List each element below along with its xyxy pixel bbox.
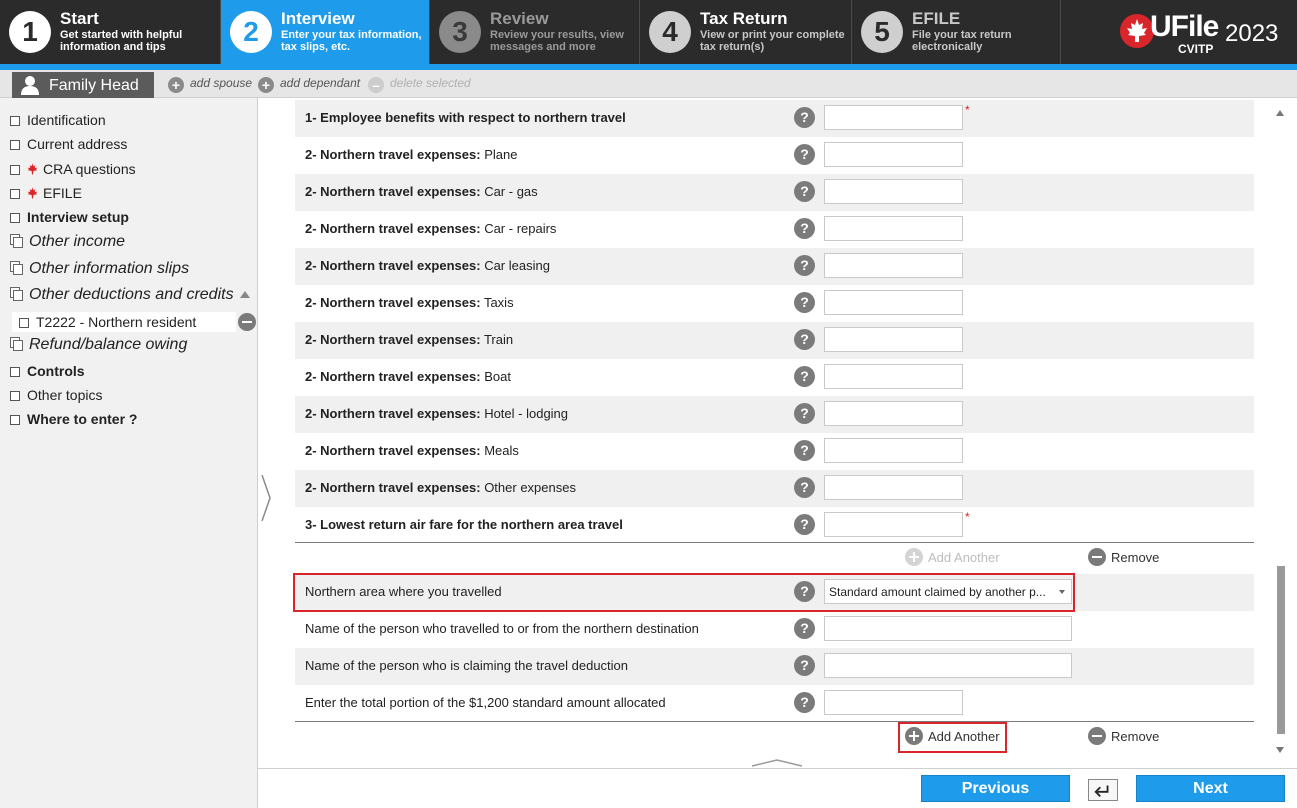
help-icon[interactable]: ? <box>794 514 815 535</box>
scroll-up-arrow-icon[interactable] <box>1276 110 1284 116</box>
field-label: 2- Northern travel expenses: Other expenses <box>305 480 576 495</box>
logo-brand: UFile <box>1150 10 1219 43</box>
sidebar-item-label: Current address <box>27 136 128 152</box>
form-row <box>295 470 1254 507</box>
help-icon[interactable]: ? <box>794 107 815 128</box>
sidebar-item-label: Where to enter ? <box>27 411 138 427</box>
form-row <box>295 611 1254 648</box>
family-bar <box>0 70 1297 98</box>
add-another-label: Add Another <box>928 729 1000 744</box>
previous-button[interactable]: Previous <box>921 775 1070 802</box>
help-icon[interactable]: ? <box>794 440 815 461</box>
sidebar-item-label: EFILE <box>43 185 82 201</box>
add-dependant-button[interactable] <box>258 76 360 93</box>
delete-selected-label: delete selected <box>390 76 471 90</box>
field-label: 2- Northern travel expenses: Taxis <box>305 295 514 310</box>
step-title: Tax Return <box>700 9 788 28</box>
ufile-logo <box>1120 8 1290 58</box>
remove-button[interactable] <box>1088 548 1159 566</box>
required-marker: * <box>965 510 970 524</box>
sidebar-item-label: Controls <box>27 363 85 379</box>
scroll-down-arrow-icon[interactable] <box>1276 747 1284 753</box>
remove-button[interactable] <box>1088 727 1159 745</box>
sidebar-item-t2222[interactable] <box>12 312 236 332</box>
add-dependant-label: add dependant <box>280 76 361 90</box>
form-row <box>295 137 1254 174</box>
section-divider <box>295 542 1254 543</box>
sidebar-item-where-to-enter[interactable] <box>10 411 137 433</box>
claimant-name-input[interactable] <box>824 653 1072 678</box>
field-label: 2- Northern travel expenses: Train <box>305 332 514 347</box>
maple-leaf-icon <box>27 163 38 175</box>
remove-label: Remove <box>1111 729 1160 744</box>
sidebar-section-other-deductions[interactable] <box>10 286 234 308</box>
amount-input[interactable] <box>824 105 963 130</box>
highlight-box <box>898 722 1007 753</box>
help-icon[interactable]: ? <box>794 403 815 424</box>
amount-input[interactable] <box>824 290 963 315</box>
sidebar-item-label: Identification <box>27 112 106 128</box>
sidebar-item-label: Interview setup <box>27 209 129 225</box>
help-icon[interactable]: ? <box>794 655 815 676</box>
pages-icon <box>10 337 24 351</box>
checkbox-icon <box>10 189 20 199</box>
sidebar-item-controls[interactable] <box>10 363 85 385</box>
form-row <box>295 359 1254 396</box>
checkbox-icon <box>10 391 20 401</box>
return-arrow-icon <box>1089 780 1117 800</box>
minus-circle-icon: – <box>368 77 384 93</box>
checkbox-icon <box>19 318 29 328</box>
field-label: 2- Northern travel expenses: Plane <box>305 147 518 162</box>
pages-icon <box>10 287 24 301</box>
next-button[interactable]: Next <box>1136 775 1285 802</box>
form-row <box>295 507 1254 544</box>
help-icon[interactable]: ? <box>794 329 815 350</box>
step-title: Review <box>490 9 549 28</box>
step-number: 2 <box>230 11 272 53</box>
sidebar-item-cra-questions[interactable] <box>10 161 136 183</box>
bottom-navigation-bar <box>258 768 1297 808</box>
step-efile[interactable] <box>852 0 1061 64</box>
field-label: 2- Northern travel expenses: Car - gas <box>305 184 538 199</box>
field-label: 2- Northern travel expenses: Hotel - lodging <box>305 406 569 421</box>
sidebar-item-current-address[interactable] <box>10 136 127 158</box>
required-marker: * <box>965 103 970 117</box>
portion-amount-input[interactable] <box>824 690 963 715</box>
pages-icon <box>10 234 24 248</box>
highlight-box <box>293 573 1075 612</box>
checkbox-icon <box>10 367 20 377</box>
add-spouse-label: add spouse <box>190 76 253 90</box>
add-another-label: Add Another <box>928 550 1000 565</box>
amount-input[interactable] <box>824 512 963 537</box>
remove-section-icon[interactable] <box>238 313 256 331</box>
step-tax-return[interactable] <box>640 0 852 64</box>
amount-input[interactable] <box>824 179 963 204</box>
form-row <box>295 248 1254 285</box>
traveller-name-input[interactable] <box>824 616 1072 641</box>
form-row <box>295 285 1254 322</box>
step-title: EFILE <box>912 9 961 28</box>
help-icon[interactable]: ? <box>794 255 815 276</box>
help-icon[interactable]: ? <box>794 477 815 498</box>
checkbox-icon <box>10 140 20 150</box>
form-row <box>295 211 1254 248</box>
step-number: 1 <box>9 11 51 53</box>
add-spouse-button[interactable] <box>168 76 252 93</box>
sidebar-item-label: Other income <box>29 233 126 250</box>
form-row <box>295 174 1254 211</box>
amount-input[interactable] <box>824 216 963 241</box>
plus-circle-icon: + <box>258 77 274 93</box>
checkbox-icon <box>10 213 20 223</box>
step-description: View or print your complete tax return(s) <box>700 29 845 53</box>
family-head-label: Family Head <box>49 77 139 94</box>
step-navigation-bar <box>0 0 1297 64</box>
sidebar-section-refund[interactable] <box>10 336 187 358</box>
step-interview[interactable] <box>221 0 430 64</box>
select-value: Standard amount claimed by another p... <box>829 585 1046 599</box>
form-row <box>295 685 1254 722</box>
interview-sidebar <box>0 98 258 808</box>
help-icon[interactable]: ? <box>794 692 815 713</box>
sidebar-item-interview-setup[interactable] <box>10 209 129 231</box>
field-label: Name of the person who is claiming the travel deduction <box>305 658 629 673</box>
help-icon[interactable]: ? <box>794 292 815 313</box>
logo-year: 2023 <box>1225 20 1279 47</box>
maple-leaf-icon <box>27 187 38 199</box>
field-label: 3- Lowest return air fare for the northern area travel <box>305 517 623 532</box>
field-label: 2- Northern travel expenses: Car - repairs <box>305 221 557 236</box>
step-title: Start <box>60 9 99 28</box>
form-row <box>295 322 1254 359</box>
sidebar-section-other-income[interactable] <box>10 233 125 255</box>
step-start[interactable] <box>0 0 221 64</box>
form-row <box>295 100 1254 137</box>
step-number: 4 <box>649 11 691 53</box>
help-icon[interactable]: ? <box>794 218 815 239</box>
delete-selected-button[interactable] <box>368 76 471 93</box>
amount-input[interactable] <box>824 142 963 167</box>
checkbox-icon <box>10 415 20 425</box>
step-number: 3 <box>439 11 481 53</box>
maple-leaf-icon <box>1120 11 1154 51</box>
help-icon[interactable]: ? <box>794 366 815 387</box>
amount-input[interactable] <box>824 475 963 500</box>
back-button[interactable] <box>1088 779 1118 801</box>
help-icon[interactable]: ? <box>794 144 815 165</box>
sidebar-item-identification[interactable] <box>10 112 106 134</box>
sidebar-item-label: CRA questions <box>43 161 136 177</box>
section-divider <box>295 721 1254 722</box>
field-label: 2- Northern travel expenses: Meals <box>305 443 519 458</box>
amount-input[interactable] <box>824 253 963 278</box>
sidebar-item-label: Other deductions and credits <box>29 286 234 303</box>
expand-chevron-up-icon[interactable] <box>752 758 802 768</box>
amount-input[interactable] <box>824 438 963 463</box>
person-icon <box>21 75 39 95</box>
sidebar-item-label: T2222 - Northern resident <box>36 314 197 330</box>
form-row <box>295 648 1254 685</box>
step-number: 5 <box>861 11 903 53</box>
sidebar-toggle-chevron-icon[interactable] <box>261 475 271 521</box>
t2222-form <box>295 100 1255 760</box>
field-label: 2- Northern travel expenses: Car leasing <box>305 258 550 273</box>
step-description: Enter your tax information, tax slips, etc. <box>281 29 422 53</box>
pages-icon <box>10 261 24 275</box>
add-another-button[interactable] <box>905 548 1000 566</box>
plus-circle-icon <box>905 548 923 566</box>
field-label: 1- Employee benefits with respect to northern travel <box>305 110 626 125</box>
logo-sub: CVITP <box>1178 42 1214 56</box>
help-icon[interactable]: ? <box>794 581 815 602</box>
step-title: Interview <box>281 9 355 28</box>
scrollbar-thumb[interactable] <box>1277 566 1285 734</box>
field-label: 2- Northern travel expenses: Boat <box>305 369 511 384</box>
amount-input[interactable] <box>824 401 963 426</box>
form-row <box>295 396 1254 433</box>
checkbox-icon <box>10 116 20 126</box>
step-description: File your tax return electronically <box>912 29 1012 53</box>
minus-circle-icon <box>1088 548 1106 566</box>
form-row <box>295 433 1254 470</box>
sidebar-item-other-topics[interactable] <box>10 387 102 409</box>
checkbox-icon <box>10 165 20 175</box>
field-label: Enter the total portion of the $1,200 standard amount allocated <box>305 695 666 710</box>
step-review[interactable] <box>430 0 640 64</box>
help-icon[interactable]: ? <box>794 181 815 202</box>
help-icon[interactable]: ? <box>794 618 815 639</box>
sidebar-section-other-information-slips[interactable] <box>10 260 189 282</box>
minus-circle-icon <box>1088 727 1106 745</box>
collapse-up-icon[interactable] <box>240 291 250 298</box>
field-label: Name of the person who travelled to or from the northern destination <box>305 621 699 636</box>
remove-label: Remove <box>1111 550 1160 565</box>
step-description: Review your results, view messages and more <box>490 29 624 53</box>
family-head-tab[interactable] <box>12 72 154 98</box>
plus-circle-icon: + <box>168 77 184 93</box>
amount-input[interactable] <box>824 364 963 389</box>
field-label: Northern area where you travelled <box>305 584 502 599</box>
sidebar-item-efile[interactable] <box>10 185 82 207</box>
sidebar-item-label: Other topics <box>27 387 103 403</box>
step-description: Get started with helpful information and tips <box>60 29 183 53</box>
sidebar-item-label: Refund/balance owing <box>29 336 188 353</box>
amount-input[interactable] <box>824 327 963 352</box>
sidebar-item-label: Other information slips <box>29 260 190 277</box>
